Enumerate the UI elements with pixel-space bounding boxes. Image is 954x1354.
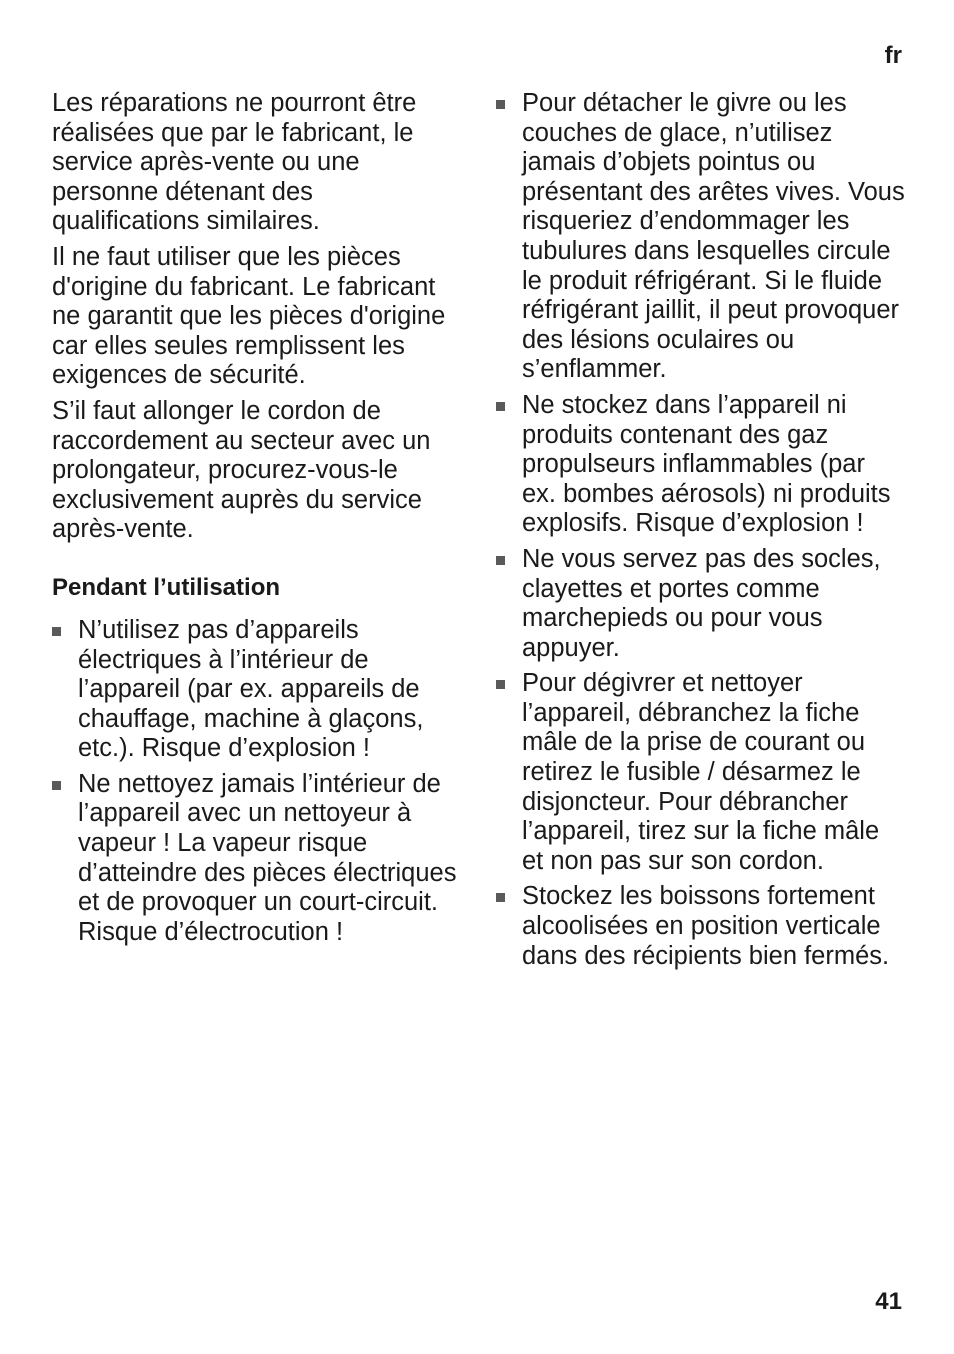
right-column	[496, 89, 906, 977]
list-item-text: Ne stockez dans l’appareil ni produits contenant des gaz propulseurs inflammables (par ex. bombes aérosols) ni produits explosifs. Risque d’explosion !	[522, 390, 891, 538]
square-bullet-icon	[496, 893, 505, 902]
paragraph-repairs: Les réparations ne pourront être réalisées que par le fabricant, le service après-vente ou une personne détenant des qualifications similaires.	[52, 89, 417, 236]
list-item	[496, 669, 906, 876]
list-item	[496, 391, 906, 539]
list-item-text: Ne nettoyez jamais l’intérieur de l’appareil avec un nettoyeur à vapeur ! La vapeur risque d’atteindre des pièces électriques et de provoquer un court-circuit. Risque d’électrocution !	[78, 769, 457, 946]
section-heading: Pendant l’utilisation	[52, 573, 281, 601]
list-item-text: Ne vous servez pas des socles, clayettes et portes comme marchepieds ou pour vous appuyer.	[522, 544, 881, 662]
list-item	[52, 770, 460, 948]
left-column	[52, 89, 460, 953]
left-bullet-list	[52, 616, 460, 948]
list-item-text: Stockez les boissons fortement alcoolisées en position verticale dans des récipients bien fermés.	[522, 882, 890, 970]
square-bullet-icon	[52, 627, 61, 636]
language-label: fr	[884, 42, 902, 69]
list-item	[52, 616, 460, 764]
square-bullet-icon	[496, 100, 505, 109]
page-number: 41	[875, 1288, 902, 1315]
paragraph-extension-cord: S’il faut allonger le cordon de raccordement au secteur avec un prolongateur, procurez-vous-le exclusivement auprès du service après-vente.	[52, 396, 431, 544]
list-item	[496, 89, 906, 385]
right-bullet-list	[496, 89, 906, 971]
list-item	[496, 882, 906, 971]
list-item-text: Pour détacher le givre ou les couches de glace, n’utilisez jamais d’objets pointus ou présentant des arêtes vives. Vous risqueriez d’endommager les tubulures dans lesquelles circule le produit réfrigérant. Si le fluide réfrigérant jaillit, il peut provoquer des lésions oculaires ou s’enflammer.	[522, 89, 905, 384]
list-item-text: Pour dégivrer et nettoyer l’appareil, débranchez la fiche mâle de la prise de courant ou retirez le fusible / désarmez le disjoncteur. Pour débrancher l’appareil, tirez sur la fiche mâle et non pas sur son cordon.	[522, 669, 880, 875]
list-item-text: N’utilisez pas d’appareils électriques à l’intérieur de l’appareil (par ex. appareils de chauffage, machine à glaçons, etc.). Risque d’explosion !	[78, 615, 424, 763]
square-bullet-icon	[496, 556, 505, 565]
paragraph-original-parts: Il ne faut utiliser que les pièces d'origine du fabricant. Le fabricant ne garantit que les pièces d'origine car elles seules remplissent les exigences de sécurité.	[52, 242, 446, 390]
list-item	[496, 545, 906, 663]
square-bullet-icon	[52, 781, 61, 790]
square-bullet-icon	[496, 680, 505, 689]
square-bullet-icon	[496, 402, 505, 411]
